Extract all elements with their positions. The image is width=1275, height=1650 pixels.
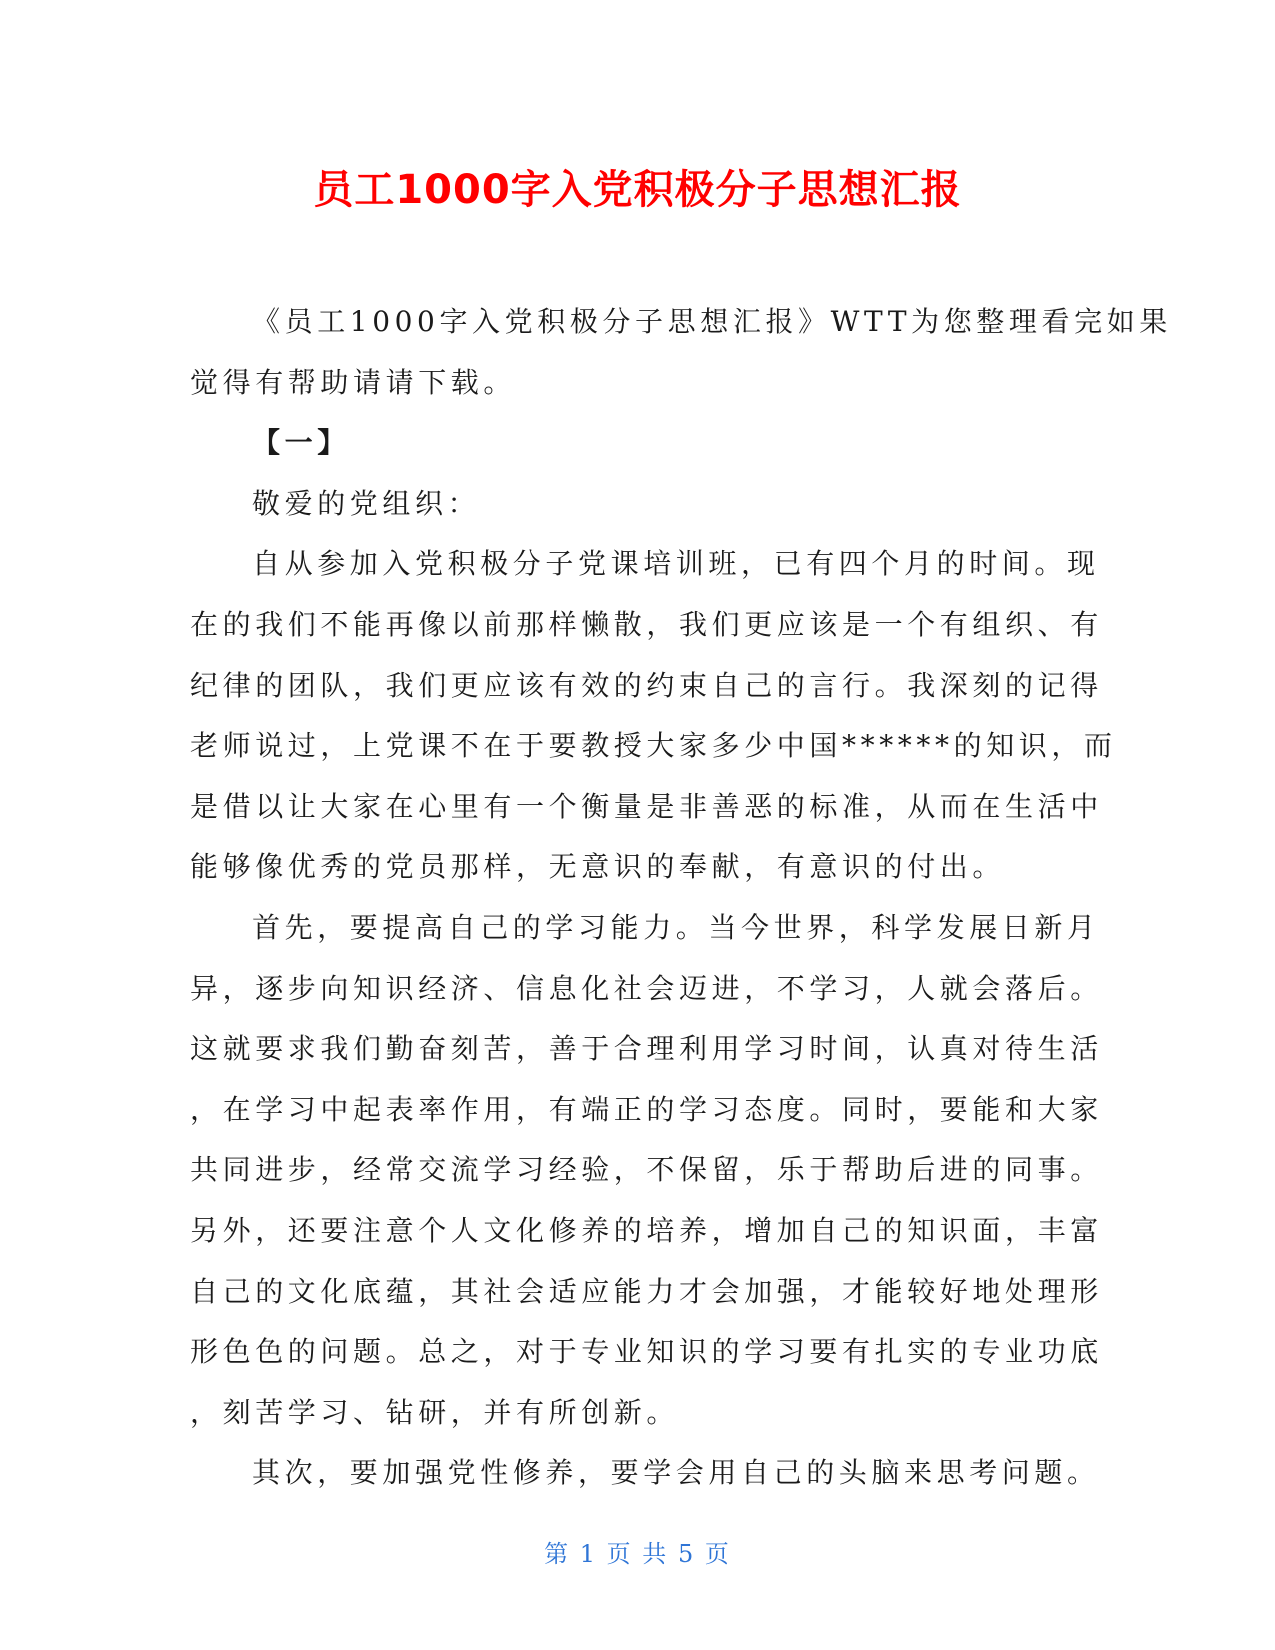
text-line: 其次，要加强党性修养，要学会用自己的头脑来思考问题。 [252, 1456, 1100, 1490]
text-line: 是借以让大家在心里有一个衡量是非善恶的标准，从而在生活中 [190, 789, 1103, 823]
text-line: 纪律的团队，我们更应该有效的约束自己的言行。我深刻的记得 [190, 668, 1103, 702]
document-body [190, 292, 1172, 1504]
text-line: 首先，要提高自己的学习能力。当今世界，科学发展日新月 [252, 910, 1100, 944]
text-line: 自从参加入党积极分子党课培训班，已有四个月的时间。现 [252, 547, 1100, 581]
text-line: 觉得有帮助请请下载。 [190, 365, 517, 399]
text-line: 《员工1000字入党积极分子思想汇报》WTT为您整理看完如果 [252, 305, 1172, 338]
text-line: 异，逐步向知识经济、信息化社会迈进，不学习，人就会落后。 [190, 971, 1103, 1005]
text-line: ，刻苦学习、钻研，并有所创新。 [190, 1395, 680, 1429]
section-heading: 【一】 [252, 426, 350, 460]
text-line: ，在学习中起表率作用，有端正的学习态度。同时，要能和大家 [190, 1092, 1103, 1126]
text-line: 能够像优秀的党员那样，无意识的奉献，有意识的付出。 [190, 850, 1006, 884]
salutation: 敬爱的党组织： [252, 486, 481, 520]
text-line: 老师说过，上党课不在于要教授大家多少中国******的知识，而 [190, 729, 1117, 763]
text-line: 自己的文化底蕴，其社会适应能力才会加强，才能较好地处理形 [190, 1274, 1103, 1308]
document-title: 员工1000字入党积极分子思想汇报 [313, 167, 962, 213]
text-line: 共同进步，经常交流学习经验，不保留，乐于帮助后进的同事。 [190, 1153, 1103, 1187]
text-line: 这就要求我们勤奋刻苦，善于合理利用学习时间，认真对待生活 [190, 1032, 1103, 1066]
page-number-footer: 第 1 页 共 5 页 [544, 1540, 731, 1568]
text-line: 形色色的问题。总之，对于专业知识的学习要有扎实的专业功底 [190, 1335, 1103, 1369]
text-line: 另外，还要注意个人文化修养的培养，增加自己的知识面，丰富 [190, 1213, 1103, 1247]
text-line: 在的我们不能再像以前那样懒散，我们更应该是一个有组织、有 [190, 607, 1103, 641]
